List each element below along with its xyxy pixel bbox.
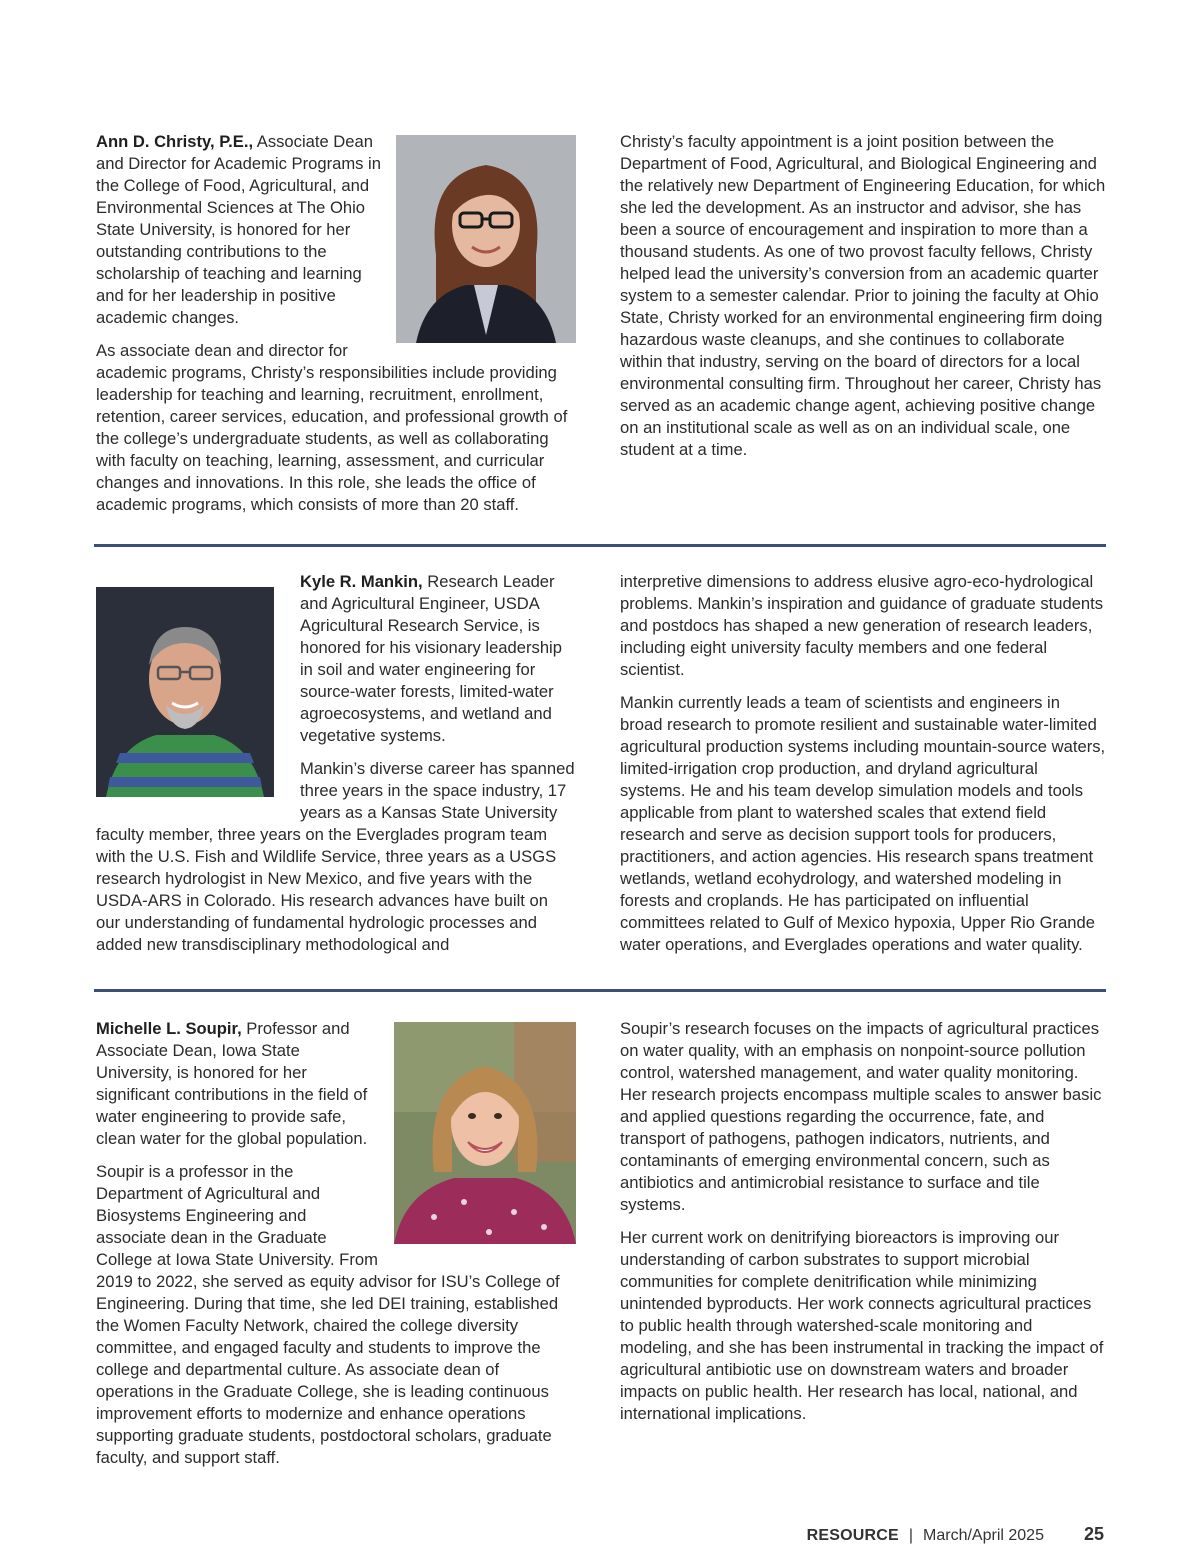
christy-photo: [396, 135, 576, 343]
mankin-career-paragraph: Mankin’s diverse career has spanned three years in the space industry, 17 years as a Kansas State University faculty member, three years on the Everglades program team with the U.S. Fish and Wildlife Service, three years as a USGS research hydrologist in New Mexico, and five years with the USDA-ARS in Colorado. His research advances have built on our understanding of fundamental hydrologic processes and added new transdisciplinary methodological and: [96, 759, 575, 954]
profile-section-christy: [96, 131, 1106, 521]
mankin-photo: [96, 587, 274, 797]
christy-appointment-paragraph: Christy’s faculty appointment is a joint position between the Department of Food, Agricultural, and Biological Engineering and the relatively new Department of Engineering Education, for which she led the development. As an instructor and advisor, she has been a source of encouragement and inspiration to more than a thousand students. As one of two provost faculty fellows, Christy helped lead the university’s conversion from an academic quarter system to a semester calendar. Prior to joining the faculty at Ohio State, Christy worked for an environmental engineering firm doing hazardous waste cleanups, and she continues to collaborate within that industry, serving on the board of directors for a local environmental consulting firm. Throughout her career, Christy has served as an academic change agent, achieving positive change on an institutional scale as well as on an individual scale, one student at a time.: [620, 132, 1106, 459]
footer-separator: |: [908, 1527, 914, 1544]
mankin-left-column: [96, 571, 576, 967]
soupir-name: Michelle L. Soupir,: [96, 1019, 242, 1038]
soupir-bioreactors-paragraph: Her current work on denitrifying bioreactors is improving our understanding of carbon substrates to support microbial communities for complete denitrification while minimizing unintended byproducts. Her work connects agricultural practices to public health through watershed-scale monitoring and modeling, and she has been instrumental in tracking the impact of agricultural antibiotic use on downstream waters and broader impacts on public health. Her research has local, national, and international implications.: [620, 1228, 1104, 1423]
soupir-intro-paragraph: Michelle L. Soupir, Professor and Associate Dean, Iowa State University, is honored for her significant contributions in the field of water engineering to provide safe, clean water for the global population.: [96, 1019, 368, 1148]
christy-responsibilities-paragraph: As associate dean and director for academic programs, Christy’s responsibilities include providing leadership for teaching and learning, recruitment, enrollment, retention, career services, education, and professional growth of the college’s undergraduate students, as well as collaborating with faculty on teaching, learning, assessment, and curricular changes and innovations. In this role, she leads the office of academic programs, which consists of more than 20 staff.: [96, 341, 568, 514]
soupir-research-paragraph: Soupir’s research focuses on the impacts of agricultural practices on water quality, with an emphasis on nonpoint-source pollution control, watershed management, and water quality monitoring. Her research projects encompass multiple scales to answer basic and applied questions regarding the occurrence, fate, and transport of pathogens, pathogen indicators, nutrients, and contaminants of emerging environmental concern, such as antibiotics and antimicrobial resistance to surface and tile systems.: [620, 1019, 1102, 1214]
mankin-intro-paragraph: Kyle R. Mankin, Research Leader and Agricultural Engineer, USDA Agricultural Research Service, is honored for his visionary leadership in soil and water engineering for source-water forests, limited-water agroecosystems, and wetland and vegetative systems.: [300, 572, 562, 745]
section-divider-2: [94, 989, 1106, 992]
issue-date: March/April 2025: [923, 1527, 1044, 1544]
page-footer: [807, 1524, 1104, 1545]
christy-right-column: [620, 131, 1106, 472]
page-number: 25: [1083, 1524, 1104, 1544]
soupir-left-column: [96, 1018, 576, 1480]
mankin-name: Kyle R. Mankin,: [300, 572, 423, 591]
profile-section-soupir: [96, 1018, 1106, 1467]
section-divider-1: [94, 544, 1106, 547]
christy-name: Ann D. Christy, P.E.,: [96, 132, 254, 151]
soupir-right-column: [620, 1018, 1106, 1436]
soupir-career-paragraph: Soupir is a professor in the Department of Agricultural and Biosystems Engineering and associate dean in the Graduate College at Iowa State University. From 2019 to 2022, she served as equity advisor for ISU’s College of Engineering. During that time, she led DEI training, established the Women Faculty Network, chaired the college diversity committee, and engaged faculty and students to improve the college and departmental culture. As associate dean of operations in the Graduate College, she is leading continuous improvement efforts to modernize and enhance operations supporting graduate students, postdoctoral scholars, graduate faculty, and support staff.: [96, 1162, 560, 1467]
soupir-photo: [394, 1022, 576, 1244]
christy-intro-paragraph: Ann D. Christy, P.E., Associate Dean and Director for Academic Programs in the College of Food, Agricultural, and Environmental Sciences at The Ohio State University, is honored for her outstanding contributions to the scholarship of teaching and learning and for her leadership in positive academic changes.: [96, 132, 381, 327]
christy-left-column: [96, 131, 576, 527]
publication-name: RESOURCE: [806, 1527, 899, 1544]
profile-section-mankin: [96, 571, 1106, 961]
mankin-right-column: [620, 571, 1106, 967]
mankin-research-paragraph: Mankin currently leads a team of scientists and engineers in broad research to promote resilient and sustainable water-limited agricultural production systems including mountain-source waters, limited-irrigation crop production, and dryland agricultural systems. He and his team develop simulation models and tools applicable from plant to watershed scales that extend field research and serve as decision support tools for producers, practitioners, and action agencies. His research spans treatment wetlands, wetland ecohydrology, and watershed modeling in forests and croplands. He has participated on influential committees related to Gulf of Mexico hypoxia, Upper Rio Grande water operations, and Everglades operations and water quality.: [620, 693, 1106, 954]
mankin-inspiration-paragraph: interpretive dimensions to address elusive agro-eco-hydrological problems. Mankin’s inspiration and guidance of graduate students and postdocs has shaped a new generation of research leaders, including eight university faculty members and one federal scientist.: [620, 572, 1104, 679]
